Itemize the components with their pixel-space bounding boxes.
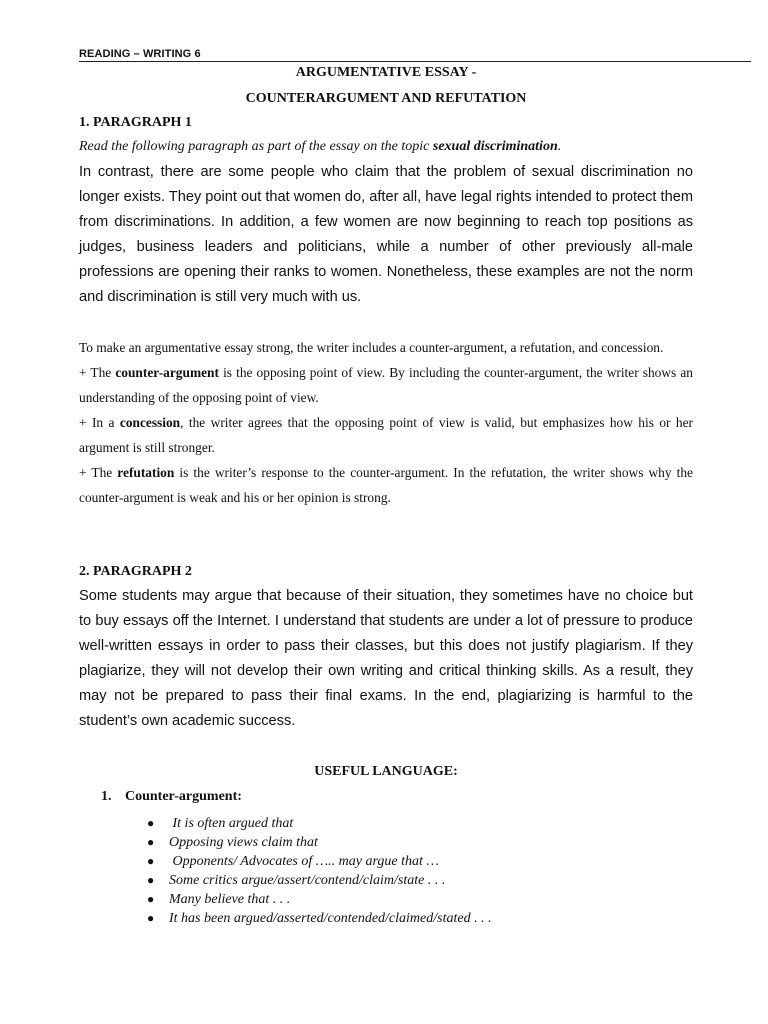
list-item xyxy=(147,852,492,871)
counter-rest: is the opposing point of view. By including the counter-argument, the writer shows an understanding of the opposing point of view. xyxy=(79,365,693,405)
list-item xyxy=(147,890,492,909)
bullet-icon: ● xyxy=(147,835,155,849)
counter-argument-definition xyxy=(79,360,693,410)
bullet-icon: ● xyxy=(147,911,155,925)
phrase-text: It is often argued that xyxy=(169,816,294,831)
counter-prefix: + The xyxy=(79,365,116,380)
item-title: Counter-argument: xyxy=(125,789,242,804)
title-line-2: COUNTERARGUMENT AND REFUTATION xyxy=(245,91,527,106)
title-line-1: ARGUMENTATIVE ESSAY - xyxy=(295,65,477,80)
useful-language-heading: USEFUL LANGUAGE: xyxy=(314,764,458,779)
list-item xyxy=(147,833,492,852)
phrase-text: Some critics argue/assert/contend/claim/state . . . xyxy=(169,873,446,888)
bullet-icon: ● xyxy=(147,854,155,868)
counter-argument-heading xyxy=(101,789,242,805)
section1-paragraph: In contrast, there are some people who claim that the problem of sexual discrimination no longer exists. They point out that women do, after all, have legal rights intended to protect them from discriminations. In addition, a few women are now beginning to reach top positions as judges, business leaders and politicians, while a number of other previously all-male professions are opening their ranks to women. Nonetheless, these examples are not the norm and discrimination is still very much with us. xyxy=(79,164,693,305)
bullet-icon: ● xyxy=(147,873,155,887)
phrase-text: Opposing views claim that xyxy=(169,835,318,850)
refutation-prefix: + The xyxy=(79,465,118,480)
concession-definition xyxy=(79,410,693,460)
refutation-term: refutation xyxy=(117,465,175,480)
instruction-suffix: . xyxy=(557,139,562,154)
counter-term: counter-argument xyxy=(115,365,219,380)
item-number: 1. xyxy=(101,789,112,804)
phrase-text: Many believe that . . . xyxy=(169,892,291,907)
list-item xyxy=(147,871,492,890)
instruction-topic: sexual discrimination xyxy=(432,139,558,154)
bullet-icon: ● xyxy=(147,892,155,906)
phrase-text: It has been argued/asserted/contended/claimed/stated . . . xyxy=(169,911,492,926)
header-rule xyxy=(79,61,751,62)
concession-prefix: + In a xyxy=(79,415,120,430)
bullet-icon: ● xyxy=(147,816,155,830)
section1-instruction xyxy=(79,139,693,155)
concession-term: concession xyxy=(119,415,181,430)
instruction-prefix: Read the following paragraph as part of the essay on the topic xyxy=(79,139,433,154)
phrase-list xyxy=(147,814,492,928)
refutation-rest: is the writer’s response to the counter-argument. In the refutation, the writer shows why the counter-argument is weak and his or her opinion is strong. xyxy=(79,465,694,505)
phrase-text: Opponents/ Advocates of ….. may argue that … xyxy=(169,854,439,869)
section2-heading: 2. PARAGRAPH 2 xyxy=(79,564,192,579)
section1-heading: 1. PARAGRAPH 1 xyxy=(79,115,192,130)
section2-paragraph: Some students may argue that because of their situation, they sometimes have no choice but to buy essays off the Internet. I understand that students are under a lot of pressure to produce well-written essays in order to pass their classes, but this does not justify plagiarism. If they plagiarize, they will not develop their own writing and critical thinking skills. As a result, they may not be prepared to pass their final exams. In the end, plagiarizing is harmful to the student’s own academic success. xyxy=(79,588,693,729)
explanation-intro: To make an argumentative essay strong, the writer includes a counter-argument, a refutation, and concession. xyxy=(79,340,664,355)
explanation-block xyxy=(79,335,693,510)
list-item xyxy=(147,814,492,833)
concession-rest: , the writer agrees that the opposing point of view is valid, but emphasizes how his or her argument is still stronger. xyxy=(79,415,693,455)
refutation-definition xyxy=(79,460,693,510)
list-item xyxy=(147,909,492,928)
document-header: READING – WRITING 6 xyxy=(79,48,201,60)
